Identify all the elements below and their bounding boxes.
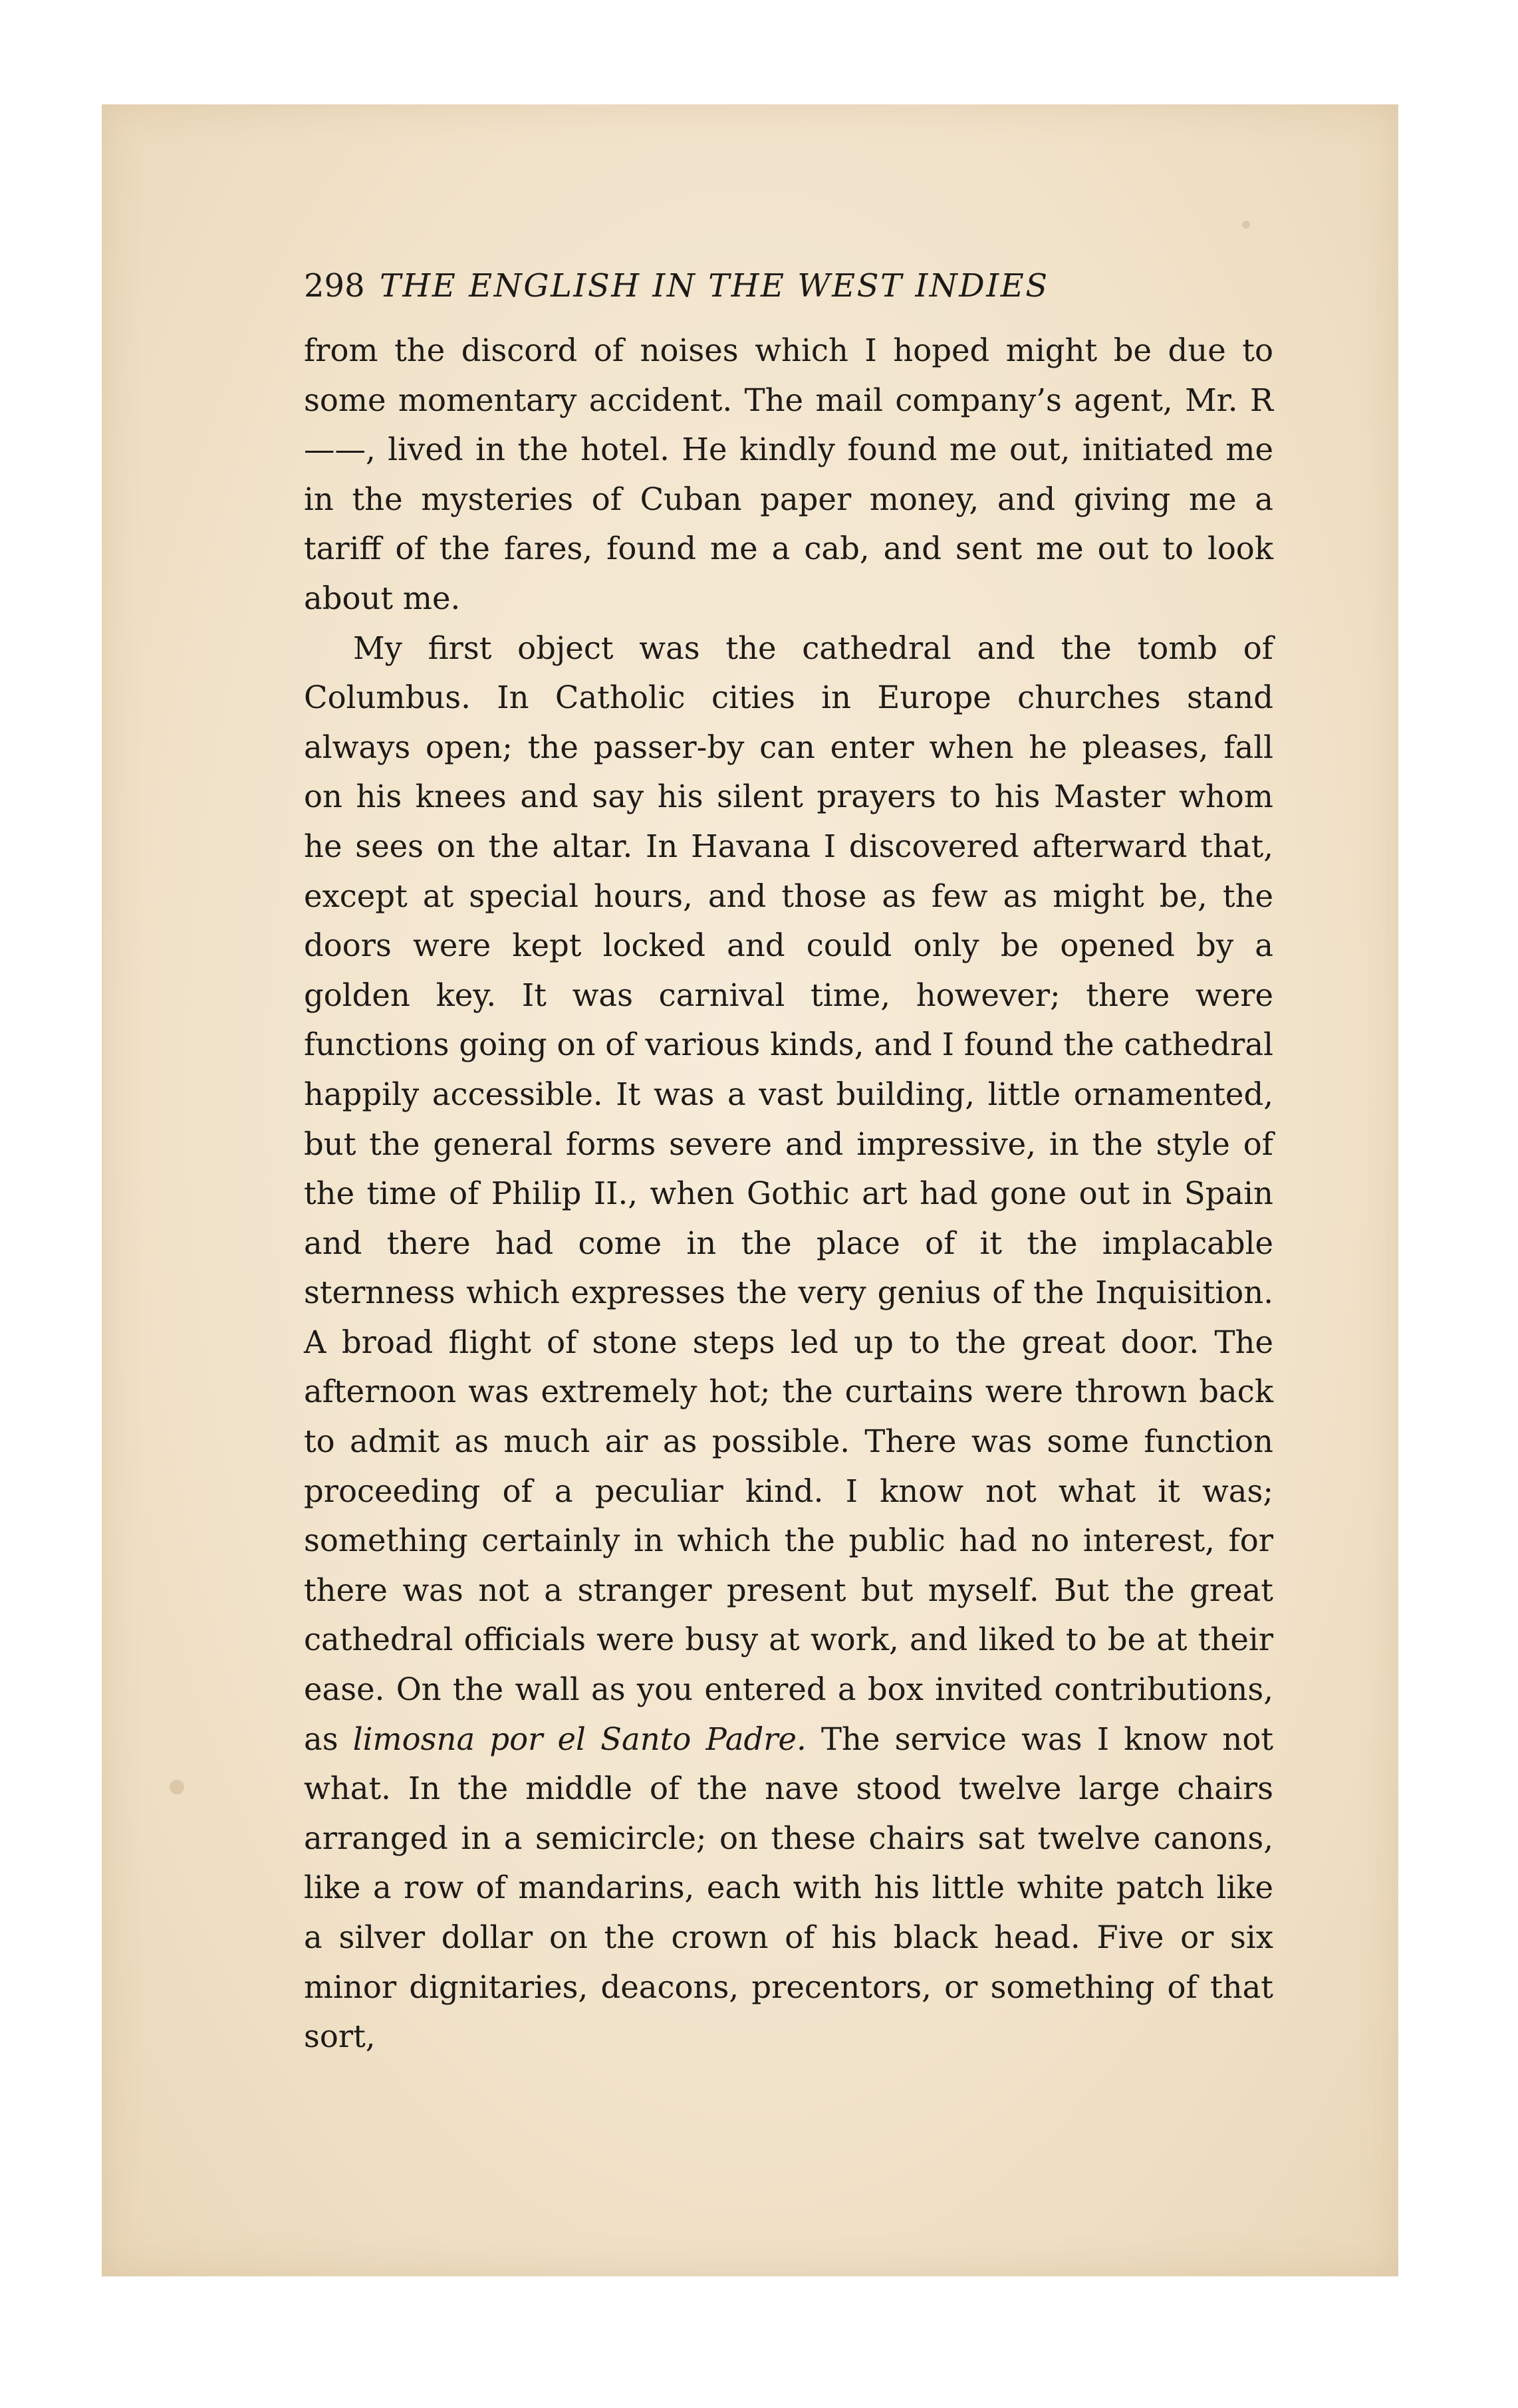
paragraph-text-part-1: My first object was the cathedral and the tomb of Columbus. In Catholic cities in Europe churches stand always open; the passer-by can enter when he pleases, fall on his knees and say his silent prayers to his Master whom he sees on the altar. In Havana I discovered afterward that, except at special hours, and those as few as might be, the doors were kept locked and could only be opened by a golden key. It was carnival time, however; there were functions going on of various kinds, and I found the cathedral happily accessible. It was a vast building, little ornamented, but the general forms severe and impressive, in the style of the time of Philip II., when Gothic art had gone out in Spain and there had come in the place of it the implacable sternness which expresses the very genius of the Inquisition. A broad flight of stone steps led up to the great door. The afternoon was extremely hot; the curtains were thrown back to admit as much air as possible. There was some function proceeding of a peculiar kind. I know not what it was; something certainly in which the public had no interest, for there was not a stranger present but myself. But the great cathedral officials were busy at work, and liked to be at their ease. On the wall as you entered a box invited contributions, as <box>304 630 1273 1757</box>
text-block <box>304 246 1273 2062</box>
page-number: 298 <box>304 267 365 304</box>
paragraph-cathedral <box>304 624 1273 2062</box>
paper-stain <box>1242 221 1250 229</box>
italic-phrase: limosna por el Santo Padre. <box>352 1721 807 1757</box>
paragraph-continued: from the discord of noises which I hoped might be due to some momentary accident. The mail company’s agent, Mr. R——, lived in the hotel. He kindly found me out, initiated me in the mysteries of Cuban paper money, and giving me a tariff of the fares, found me a cab, and sent me out to look about me. <box>304 332 1273 616</box>
book-page <box>102 104 1398 2276</box>
paragraph-text-part-2: The service was I know not what. In the middle of the nave stood twelve large chairs arranged in a semicircle; on these chairs sat twelve canons, like a row of mandarins, each with his little white patch like a silver dollar on the crown of his black head. Five or six minor dignitaries, deacons, precentors, or something of that sort, <box>304 1721 1274 2055</box>
paper-stain <box>170 1780 184 1794</box>
running-title: THE ENGLISH IN THE WEST INDIES <box>380 267 1049 304</box>
running-head <box>304 246 1273 326</box>
